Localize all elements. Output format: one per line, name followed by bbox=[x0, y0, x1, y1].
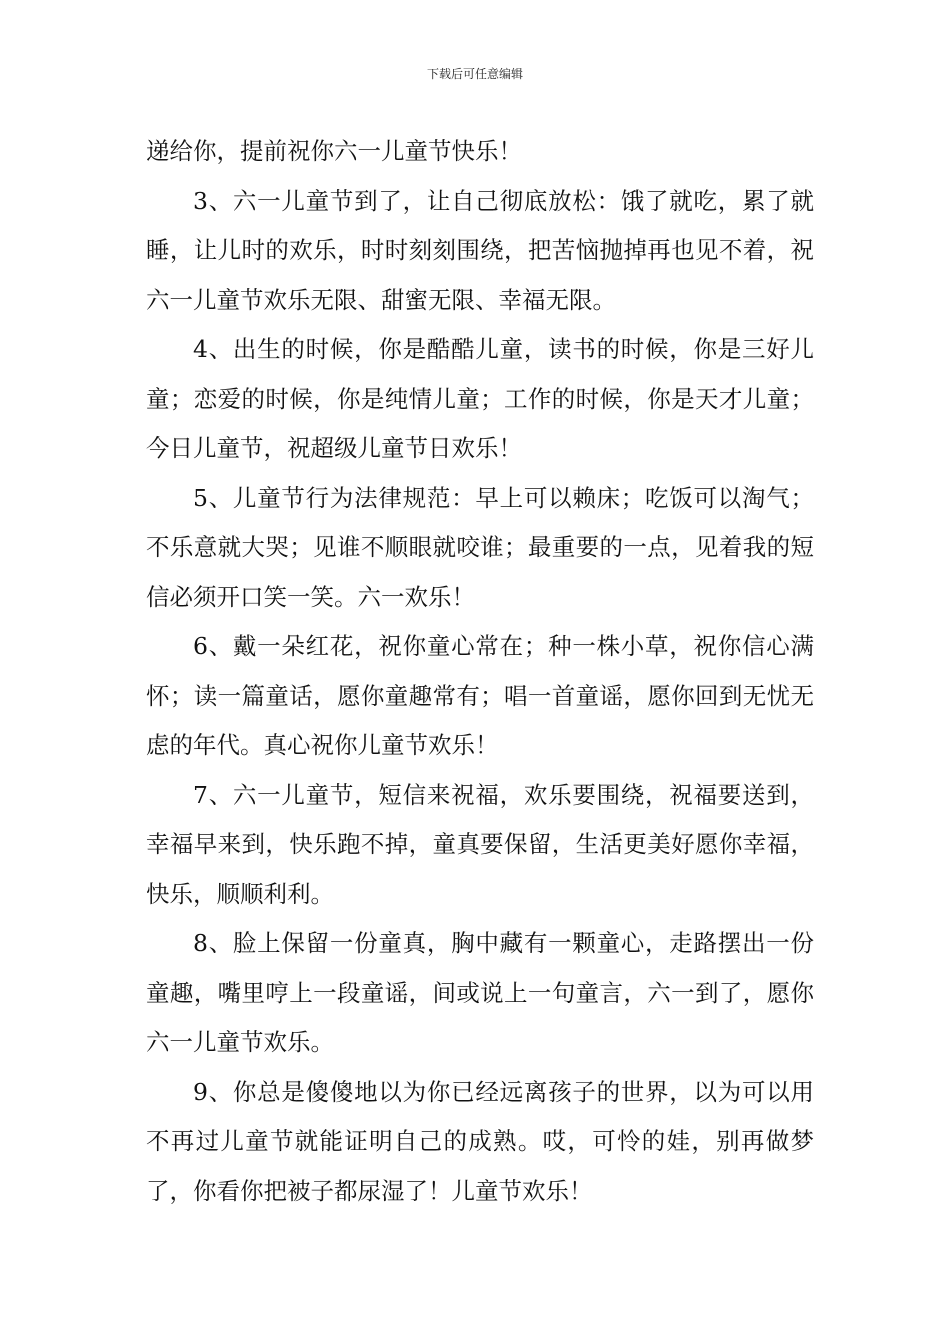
document-body bbox=[146, 127, 814, 1216]
paragraph-item-3: 3、六一儿童节到了，让自己彻底放松：饿了就吃，累了就睡，让儿时的欢乐，时时刻刻围绕，把苦恼抛掉再也见不着，祝六一儿童节欢乐无限、甜蜜无限、幸福无限。 bbox=[146, 186, 814, 314]
paragraph-item-9: 9、你总是傻傻地以为你已经远离孩子的世界，以为可以用不再过儿童节就能证明自己的成熟。哎，可怜的娃，别再做梦了，你看你把被子都尿湿了！儿童节欢乐！ bbox=[146, 1077, 814, 1205]
paragraph-item-4: 4、出生的时候，你是酷酷儿童，读书的时候，你是三好儿童；恋爱的时候，你是纯情儿童；工作的时候，你是天才儿童；今日儿童节，祝超级儿童节日欢乐！ bbox=[146, 335, 814, 462]
page-header: 下载后可任意编辑 bbox=[426, 67, 523, 81]
paragraph-item-8: 8、脸上保留一份童真，胸中藏有一颗童心，走路摆出一份童趣，嘴里哼上一段童谣，间或说上一句童言，六一到了，愿你六一儿童节欢乐。 bbox=[146, 929, 814, 1056]
paragraph-item-5: 5、儿童节行为法律规范：早上可以赖床；吃饭可以淘气；不乐意就大哭；见谁不顺眼就咬谁；最重要的一点，见着我的短信必须开口笑一笑。六一欢乐！ bbox=[146, 483, 814, 611]
paragraph-item-6: 6、戴一朵红花，祝你童心常在；种一株小草，祝你信心满怀；读一篇童话，愿你童趣常有；唱一首童谣，愿你回到无忧无虑的年代。真心祝你儿童节欢乐！ bbox=[146, 632, 814, 759]
paragraph-continuation: 递给你，提前祝你六一儿童节快乐！ bbox=[146, 137, 522, 165]
paragraph-item-7: 7、六一儿童节，短信来祝福，欢乐要围绕，祝福要送到，幸福早来到，快乐跑不掉，童真要保留，生活更美好愿你幸福，快乐，顺顺利利。 bbox=[146, 780, 814, 908]
